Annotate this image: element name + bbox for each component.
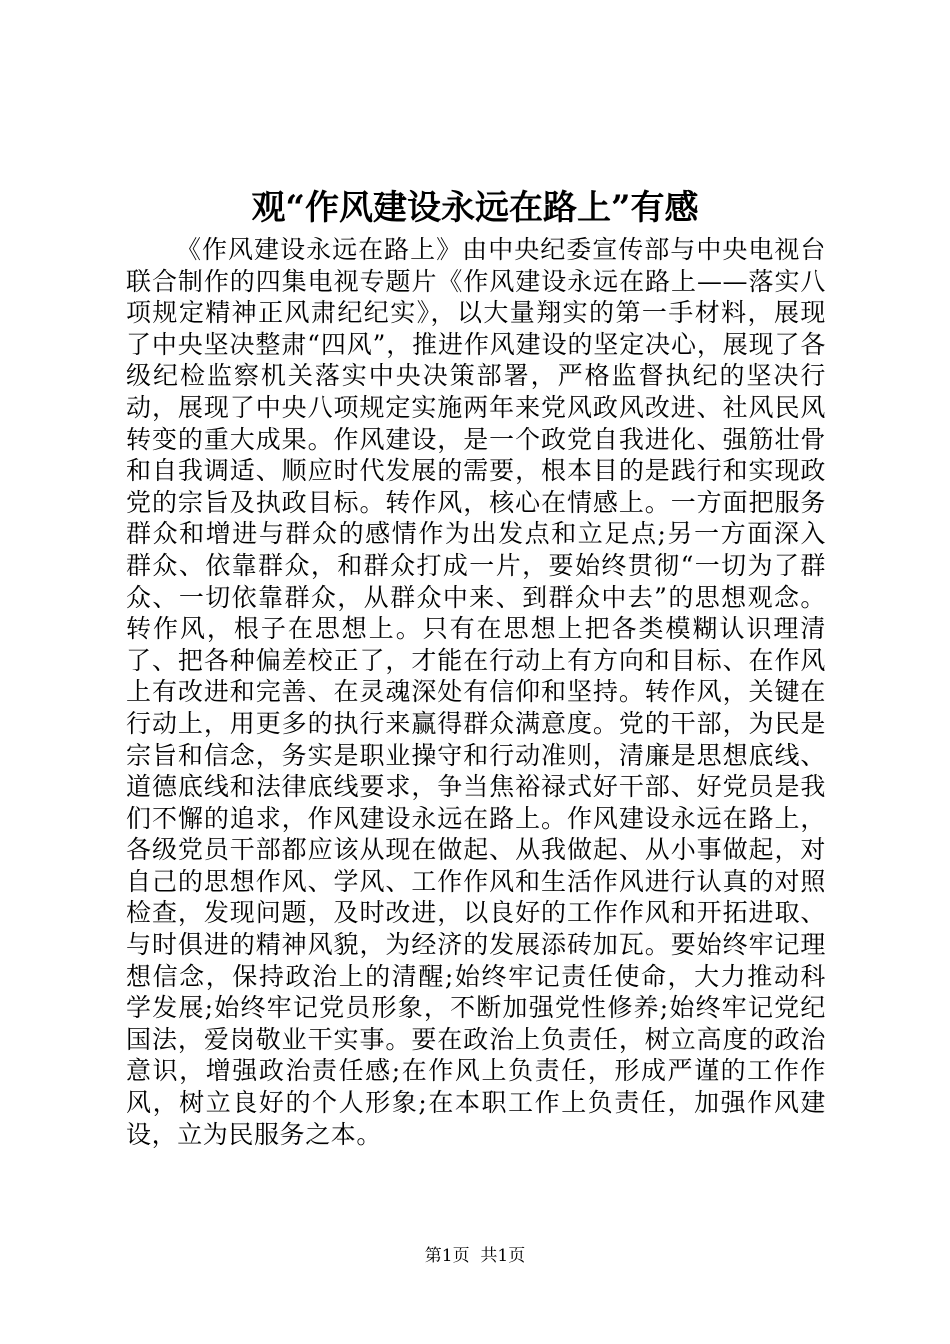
document-body-paragraph: 《作风建设永远在路上》由中央纪委宣传部与中央电视台联合制作的四集电视专题片《作风建设永远在路上——落实八项规定精神正风肃纪纪实》，以大量翔实的第一手材料，展现了中央坚决整肃“四风”，推进作风建设的坚定决心，展现了各级纪检监察机关落实中央决策部署，严格监督执纪的坚决行动，展现了中央八项规定实施两年来党风政风改进、社风民风转变的重大成果。作风建设，是一个政党自我进化、强筋壮骨和自我调适、顺应时代发展的需要，根本目的是践行和实现政党的宗旨及执政目标。转作风，核心在情感上。一方面把服务群众和增进与群众的感情作为出发点和立足点;另一方面深入群众、依靠群众，和群众打成一片，要始终贯彻“一切为了群众、一切依靠群众，从群众中来、到群众中去”的思想观念。转作风，根子在思想上。只有在思想上把各类模糊认识理清了、把各种偏差校正了，才能在行动上有方向和目标、在作风上有改进和完善、在灵魂深处有信仰和坚持。转作风，关键在行动上，用更多的执行来赢得群众满意度。党的干部，为民是宗旨和信念，务实是职业操守和行动准则，清廉是思想底线、道德底线和法律底线要求，争当焦裕禄式好干部、好党员是我们不懈的追求，作风建设永远在路上。作风建设永远在路上，各级党员干部都应该从现在做起、从我做起、从小事做起，对自己的思想作风、学风、工作作风和生活作风进行认真的对照检查，发现问题，及时改进，以良好的工作作风和开拓进取、与时俱进的精神风貌，为经济的发展添砖加瓦。要始终牢记理想信念，保持政治上的清醒;始终牢记责任使命，大力推动科学发展;始终牢记党员形象，不断加强党性修养;始终牢记党纪国法，爱岗敬业干实事。要在政治上负责任，树立高度的政治意识，增强政治责任感;在作风上负责任，形成严谨的工作作风，树立良好的个人形象;在本职工作上负责任，加强作风建设，立为民服务之本。 (126, 235, 826, 1149)
document-title: 观“作风建设永远在路上”有感 (251, 188, 699, 228)
page-number-footer: 第1页 共1页 (424, 1246, 526, 1266)
